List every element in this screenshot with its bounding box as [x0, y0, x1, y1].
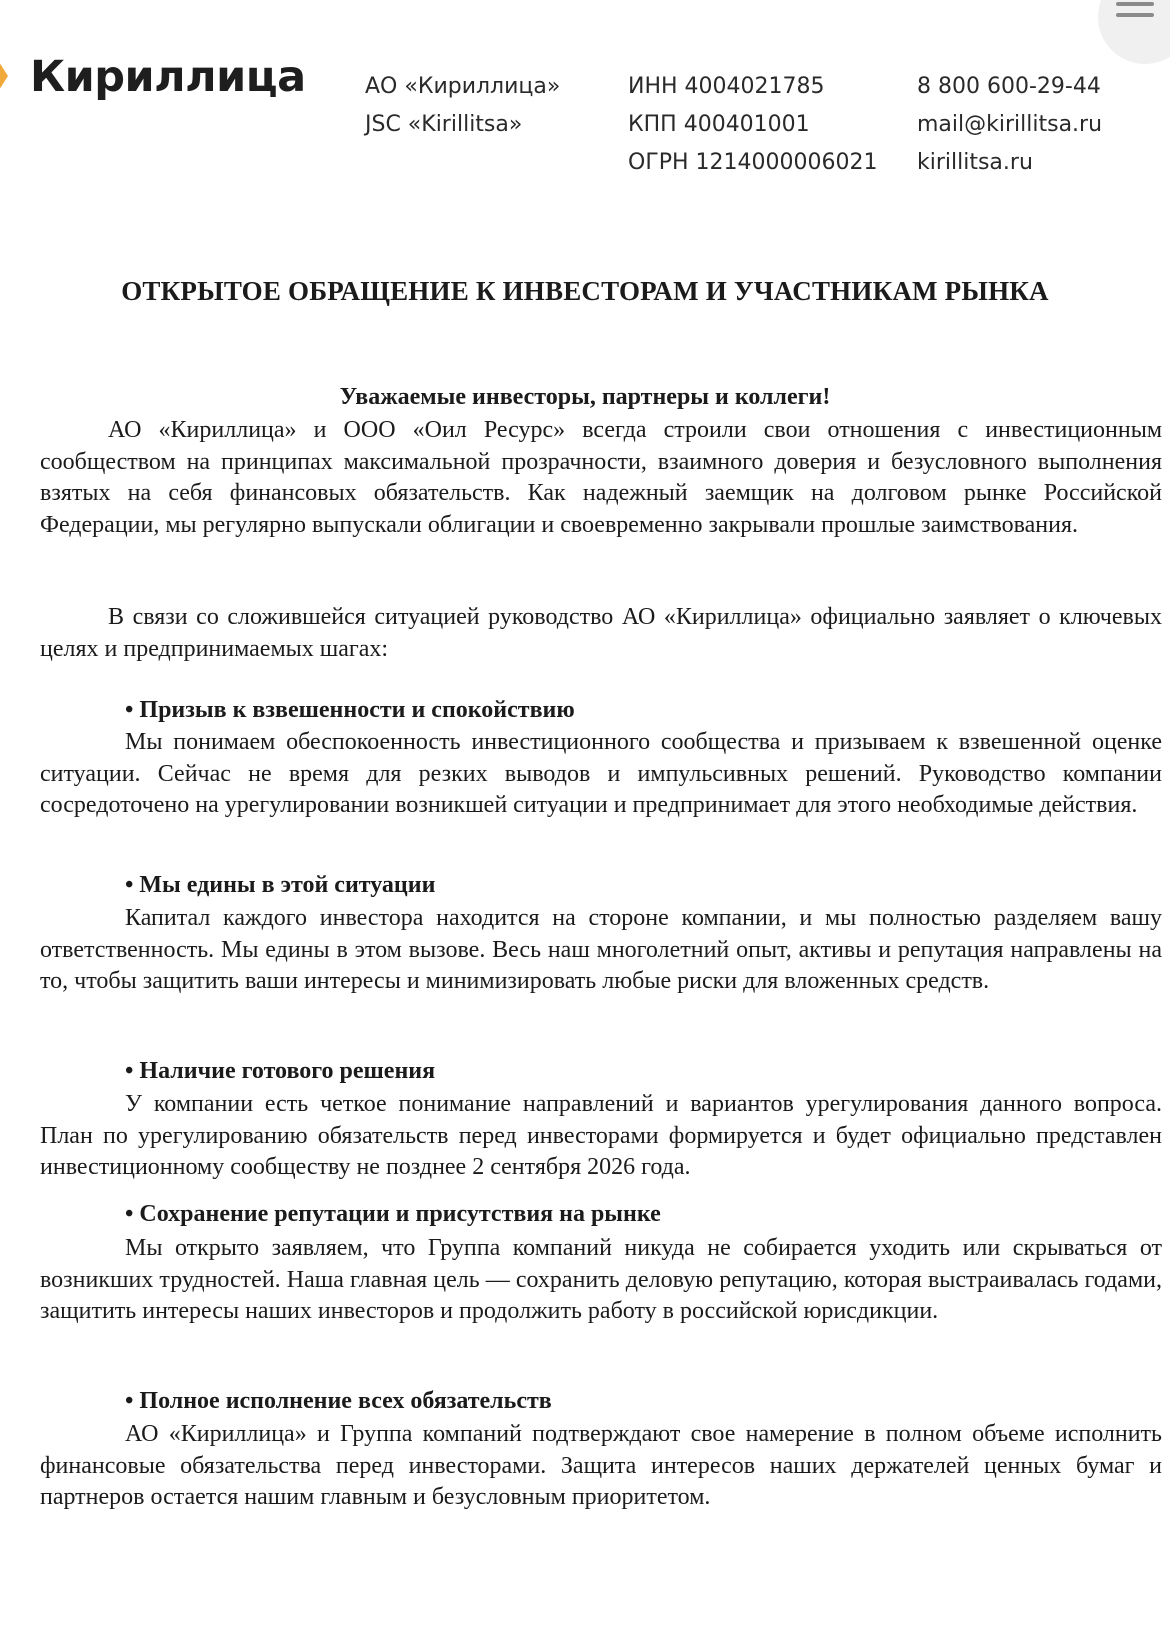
intro-paragraph-1: АО «Кириллица» и ООО «Оил Ресурс» всегда строили свои отношения с инвестиционным сообществом на принципах максимальной прозрачности, взаимного доверия и безусловного выполнения взятых на себя финансовых обязательств. Как надежный заемщик на долговом рынке Российской Федерации, мы регулярно выпускали облигации и своевременно закрывали прошлые заимствования.: [40, 417, 1162, 538]
email-link[interactable]: mail@kirillitsa.ru: [917, 112, 1103, 137]
phone-link[interactable]: 8 800 600-29-44: [917, 74, 1101, 99]
company-name-ru: АО «Кириллица»: [365, 74, 561, 99]
greeting: Уважаемые инвесторы, партнеры и коллеги!: [339, 384, 831, 410]
ogrn-number: ОГРН 1214000006021: [628, 150, 878, 175]
section-heading-5: • Полное исполнение всех обязательств: [125, 1388, 552, 1414]
section-heading-3: • Наличие готового решения: [125, 1058, 436, 1084]
hamburger-icon: [1116, 2, 1154, 24]
company-name-en: JSC «Kirillitsa»: [365, 112, 523, 137]
section-heading-2: • Мы едины в этой ситуации: [125, 872, 436, 898]
company-logo: Кириллица: [30, 52, 306, 102]
website-link[interactable]: kirillitsa.ru: [917, 150, 1033, 175]
logo-mark-icon: [0, 48, 8, 104]
menu-button[interactable]: [1098, 0, 1170, 64]
header-company-block: [365, 68, 560, 144]
document-title: ОТКРЫТОЕ ОБРАЩЕНИЕ К ИНВЕСТОРАМ И УЧАСТНИКАМ РЫНКА: [121, 276, 1049, 306]
section-text-3: У компании есть четкое понимание направлений и вариантов урегулирования данного вопроса. План по урегулированию обязательств перед инвесторами формируется и будет официально представлен инвестиционному сообществу не позднее 2 сентября 2026 года.: [40, 1091, 1162, 1180]
header-contacts-block: [917, 68, 1102, 182]
section-text-1: Мы понимаем обеспокоенность инвестиционного сообщества и призываем к взвешенной оценке ситуации. Сейчас не время для резких выводов и импульсивных решений. Руководство компании сосредоточено на урегулировании возникшей ситуации и предпринимает для этого необходимые действия.: [40, 729, 1162, 818]
section-text-5: АО «Кириллица» и Группа компаний подтверждают свое намерение в полном объеме исполнить финансовые обязательства перед инвесторами. Защита интересов наших держателей ценных бумаг и партнеров остается нашим главным и безусловным приоритетом.: [40, 1421, 1162, 1510]
section-heading-1: • Призыв к взвешенности и спокойствию: [125, 697, 575, 723]
section-text-4: Мы открыто заявляем, что Группа компаний никуда не собирается уходить или скрываться от возникших трудностей. Наша главная цель — сохранить деловую репутацию, которая выстраивалась годами, защитить интересы наших инвесторов и продолжить работу в российской юрисдикции.: [40, 1235, 1162, 1324]
section-heading-4: • Сохранение репутации и присутствия на рынке: [125, 1201, 661, 1227]
inn-number: ИНН 4004021785: [628, 74, 825, 99]
intro-paragraph-2: В связи со сложившейся ситуацией руководство АО «Кириллица» официально заявляет о ключевых целях и предпринимаемых шагах:: [40, 604, 1162, 662]
header-registration-block: [628, 68, 878, 182]
section-text-2: Капитал каждого инвестора находится на стороне компании, и мы полностью разделяем вашу ответственность. Мы едины в этом вызове. Весь наш многолетний опыт, активы и репутация направлены на то, чтобы защитить ваши интересы и минимизировать любые риски для вложенных средств.: [40, 905, 1162, 994]
kpp-number: КПП 400401001: [628, 112, 810, 137]
